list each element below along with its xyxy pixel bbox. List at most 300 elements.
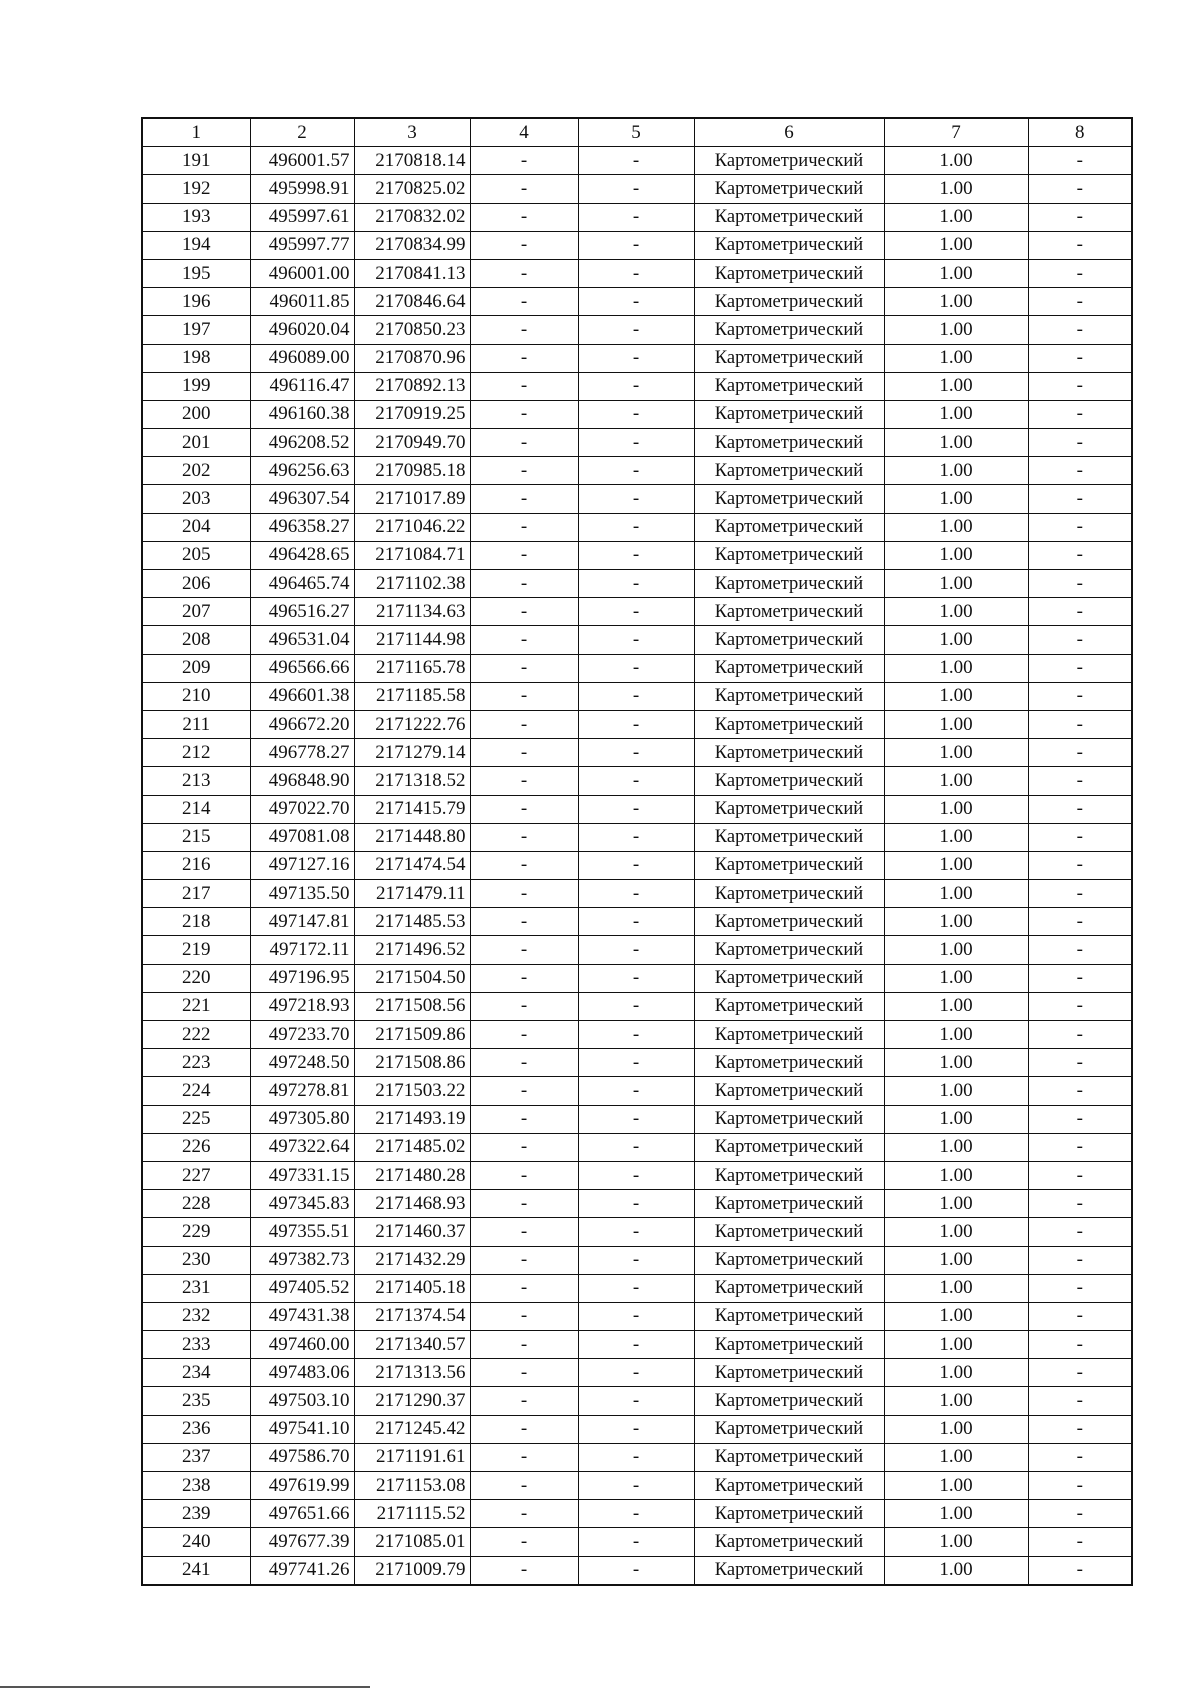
accuracy-cell: 1.00 (884, 457, 1028, 485)
x-coordinate-cell: 497218.93 (250, 992, 354, 1020)
column-5-cell: - (578, 175, 694, 203)
method-cell: Картометрический (694, 1500, 884, 1528)
x-coordinate-cell: 497081.08 (250, 823, 354, 851)
column-8-cell: - (1028, 485, 1132, 513)
x-coordinate-cell: 497586.70 (250, 1443, 354, 1471)
x-coordinate-cell: 496020.04 (250, 316, 354, 344)
y-coordinate-cell: 2171468.93 (354, 1190, 470, 1218)
column-8-cell: - (1028, 1049, 1132, 1077)
y-coordinate-cell: 2170825.02 (354, 175, 470, 203)
column-4-cell: - (470, 1274, 578, 1302)
y-coordinate-cell: 2171503.22 (354, 1077, 470, 1105)
column-4-cell: - (470, 1246, 578, 1274)
method-cell: Картометрический (694, 485, 884, 513)
method-cell: Картометрический (694, 147, 884, 175)
point-number-cell: 224 (142, 1077, 250, 1105)
table-row (142, 203, 1132, 231)
column-5-cell: - (578, 795, 694, 823)
table-row (142, 823, 1132, 851)
y-coordinate-cell: 2171508.86 (354, 1049, 470, 1077)
point-number-cell: 231 (142, 1274, 250, 1302)
accuracy-cell: 1.00 (884, 400, 1028, 428)
accuracy-cell: 1.00 (884, 288, 1028, 316)
method-cell: Картометрический (694, 1556, 884, 1585)
table-row (142, 1077, 1132, 1105)
point-number-cell: 225 (142, 1105, 250, 1133)
x-coordinate-cell: 497147.81 (250, 908, 354, 936)
column-4-cell: - (470, 344, 578, 372)
method-cell: Картометрический (694, 457, 884, 485)
x-coordinate-cell: 497619.99 (250, 1472, 354, 1500)
column-4-cell: - (470, 1077, 578, 1105)
table-row (142, 541, 1132, 569)
column-8-cell: - (1028, 457, 1132, 485)
y-coordinate-cell: 2171485.53 (354, 908, 470, 936)
column-4-cell: - (470, 851, 578, 879)
column-8-cell: - (1028, 1246, 1132, 1274)
x-coordinate-cell: 496011.85 (250, 288, 354, 316)
column-5-cell: - (578, 1443, 694, 1471)
column-8-cell: - (1028, 1387, 1132, 1415)
table-row (142, 626, 1132, 654)
y-coordinate-cell: 2171134.63 (354, 598, 470, 626)
column-5-cell: - (578, 1528, 694, 1556)
y-coordinate-cell: 2170834.99 (354, 231, 470, 259)
table-row (142, 457, 1132, 485)
column-4-cell: - (470, 1302, 578, 1330)
point-number-cell: 239 (142, 1500, 250, 1528)
y-coordinate-cell: 2171009.79 (354, 1556, 470, 1585)
column-5-cell: - (578, 992, 694, 1020)
accuracy-cell: 1.00 (884, 964, 1028, 992)
table-row (142, 1500, 1132, 1528)
accuracy-cell: 1.00 (884, 795, 1028, 823)
x-coordinate-cell: 497345.83 (250, 1190, 354, 1218)
column-8-cell: - (1028, 1472, 1132, 1500)
column-4-cell: - (470, 598, 578, 626)
column-5-cell: - (578, 372, 694, 400)
x-coordinate-cell: 496208.52 (250, 429, 354, 457)
y-coordinate-cell: 2171085.01 (354, 1528, 470, 1556)
x-coordinate-cell: 495997.77 (250, 231, 354, 259)
method-cell: Картометрический (694, 1528, 884, 1556)
y-coordinate-cell: 2171504.50 (354, 964, 470, 992)
x-coordinate-cell: 497651.66 (250, 1500, 354, 1528)
x-coordinate-cell: 497196.95 (250, 964, 354, 992)
column-5-cell: - (578, 1049, 694, 1077)
point-number-cell: 226 (142, 1133, 250, 1161)
point-number-cell: 232 (142, 1302, 250, 1330)
point-number-cell: 235 (142, 1387, 250, 1415)
column-8-cell: - (1028, 795, 1132, 823)
y-coordinate-cell: 2171191.61 (354, 1443, 470, 1471)
y-coordinate-cell: 2171279.14 (354, 739, 470, 767)
method-cell: Картометрический (694, 259, 884, 287)
point-number-cell: 197 (142, 316, 250, 344)
point-number-cell: 193 (142, 203, 250, 231)
method-cell: Картометрический (694, 880, 884, 908)
column-4-cell: - (470, 795, 578, 823)
method-cell: Картометрический (694, 851, 884, 879)
column-8-cell: - (1028, 570, 1132, 598)
y-coordinate-cell: 2170832.02 (354, 203, 470, 231)
column-5-cell: - (578, 1077, 694, 1105)
column-4-cell: - (470, 1387, 578, 1415)
column-4-cell: - (470, 1049, 578, 1077)
column-8-cell: - (1028, 541, 1132, 569)
table-row (142, 1049, 1132, 1077)
y-coordinate-cell: 2170985.18 (354, 457, 470, 485)
y-coordinate-cell: 2171432.29 (354, 1246, 470, 1274)
column-4-cell: - (470, 570, 578, 598)
table-row (142, 1218, 1132, 1246)
y-coordinate-cell: 2171313.56 (354, 1359, 470, 1387)
point-number-cell: 203 (142, 485, 250, 513)
column-5-cell: - (578, 1500, 694, 1528)
column-5-cell: - (578, 344, 694, 372)
y-coordinate-cell: 2171496.52 (354, 936, 470, 964)
column-8-cell: - (1028, 259, 1132, 287)
method-cell: Картометрический (694, 1021, 884, 1049)
column-8-cell: - (1028, 880, 1132, 908)
x-coordinate-cell: 496848.90 (250, 767, 354, 795)
y-coordinate-cell: 2171509.86 (354, 1021, 470, 1049)
x-coordinate-cell: 496566.66 (250, 654, 354, 682)
column-8-cell: - (1028, 1415, 1132, 1443)
method-cell: Картометрический (694, 682, 884, 710)
point-number-cell: 216 (142, 851, 250, 879)
column-8-cell: - (1028, 654, 1132, 682)
method-cell: Картометрический (694, 1218, 884, 1246)
table-row (142, 1331, 1132, 1359)
table-row (142, 175, 1132, 203)
column-8-cell: - (1028, 400, 1132, 428)
method-cell: Картометрический (694, 1387, 884, 1415)
accuracy-cell: 1.00 (884, 1500, 1028, 1528)
table-row (142, 992, 1132, 1020)
table-row (142, 1528, 1132, 1556)
method-cell: Картометрический (694, 1077, 884, 1105)
table-row (142, 1133, 1132, 1161)
accuracy-cell: 1.00 (884, 231, 1028, 259)
method-cell: Картометрический (694, 936, 884, 964)
column-5-cell: - (578, 1190, 694, 1218)
column-5-cell: - (578, 682, 694, 710)
column-5-cell: - (578, 457, 694, 485)
point-number-cell: 215 (142, 823, 250, 851)
table-row (142, 231, 1132, 259)
point-number-cell: 191 (142, 147, 250, 175)
y-coordinate-cell: 2170850.23 (354, 316, 470, 344)
column-5-cell: - (578, 1556, 694, 1585)
y-coordinate-cell: 2171102.38 (354, 570, 470, 598)
table-body (142, 147, 1132, 1585)
accuracy-cell: 1.00 (884, 598, 1028, 626)
accuracy-cell: 1.00 (884, 1021, 1028, 1049)
column-5-cell: - (578, 1105, 694, 1133)
x-coordinate-cell: 497331.15 (250, 1161, 354, 1189)
column-4-cell: - (470, 710, 578, 738)
column-8-cell: - (1028, 1443, 1132, 1471)
column-4-cell: - (470, 1161, 578, 1189)
accuracy-cell: 1.00 (884, 1443, 1028, 1471)
x-coordinate-cell: 496531.04 (250, 626, 354, 654)
table-row (142, 1443, 1132, 1471)
column-8-cell: - (1028, 964, 1132, 992)
point-number-cell: 210 (142, 682, 250, 710)
x-coordinate-cell: 496465.74 (250, 570, 354, 598)
column-header: 8 (1028, 118, 1132, 147)
method-cell: Картометрический (694, 175, 884, 203)
accuracy-cell: 1.00 (884, 203, 1028, 231)
coordinates-table (141, 117, 1133, 1586)
y-coordinate-cell: 2171084.71 (354, 541, 470, 569)
y-coordinate-cell: 2171153.08 (354, 1472, 470, 1500)
column-8-cell: - (1028, 823, 1132, 851)
point-number-cell: 194 (142, 231, 250, 259)
column-4-cell: - (470, 513, 578, 541)
y-coordinate-cell: 2171415.79 (354, 795, 470, 823)
accuracy-cell: 1.00 (884, 654, 1028, 682)
table-row (142, 147, 1132, 175)
point-number-cell: 236 (142, 1415, 250, 1443)
column-5-cell: - (578, 1415, 694, 1443)
column-4-cell: - (470, 1472, 578, 1500)
x-coordinate-cell: 497022.70 (250, 795, 354, 823)
column-8-cell: - (1028, 1302, 1132, 1330)
column-8-cell: - (1028, 682, 1132, 710)
column-4-cell: - (470, 231, 578, 259)
point-number-cell: 240 (142, 1528, 250, 1556)
column-5-cell: - (578, 513, 694, 541)
x-coordinate-cell: 496256.63 (250, 457, 354, 485)
column-5-cell: - (578, 1161, 694, 1189)
x-coordinate-cell: 497483.06 (250, 1359, 354, 1387)
y-coordinate-cell: 2171493.19 (354, 1105, 470, 1133)
method-cell: Картометрический (694, 710, 884, 738)
column-5-cell: - (578, 259, 694, 287)
column-5-cell: - (578, 851, 694, 879)
column-5-cell: - (578, 654, 694, 682)
table-row (142, 1387, 1132, 1415)
accuracy-cell: 1.00 (884, 1556, 1028, 1585)
table-row (142, 1274, 1132, 1302)
column-8-cell: - (1028, 710, 1132, 738)
table-row (142, 908, 1132, 936)
y-coordinate-cell: 2171474.54 (354, 851, 470, 879)
point-number-cell: 217 (142, 880, 250, 908)
accuracy-cell: 1.00 (884, 1302, 1028, 1330)
column-5-cell: - (578, 880, 694, 908)
accuracy-cell: 1.00 (884, 1359, 1028, 1387)
column-5-cell: - (578, 1218, 694, 1246)
table-row (142, 259, 1132, 287)
column-4-cell: - (470, 485, 578, 513)
x-coordinate-cell: 496116.47 (250, 372, 354, 400)
x-coordinate-cell: 497135.50 (250, 880, 354, 908)
accuracy-cell: 1.00 (884, 316, 1028, 344)
x-coordinate-cell: 495998.91 (250, 175, 354, 203)
x-coordinate-cell: 497305.80 (250, 1105, 354, 1133)
point-number-cell: 218 (142, 908, 250, 936)
point-number-cell: 214 (142, 795, 250, 823)
accuracy-cell: 1.00 (884, 372, 1028, 400)
x-coordinate-cell: 496672.20 (250, 710, 354, 738)
column-4-cell: - (470, 964, 578, 992)
x-coordinate-cell: 497278.81 (250, 1077, 354, 1105)
column-8-cell: - (1028, 288, 1132, 316)
column-8-cell: - (1028, 626, 1132, 654)
point-number-cell: 192 (142, 175, 250, 203)
column-8-cell: - (1028, 513, 1132, 541)
method-cell: Картометрический (694, 1302, 884, 1330)
column-5-cell: - (578, 823, 694, 851)
x-coordinate-cell: 496307.54 (250, 485, 354, 513)
method-cell: Картометрический (694, 739, 884, 767)
column-4-cell: - (470, 880, 578, 908)
column-5-cell: - (578, 964, 694, 992)
table-row (142, 795, 1132, 823)
point-number-cell: 200 (142, 400, 250, 428)
column-8-cell: - (1028, 1161, 1132, 1189)
accuracy-cell: 1.00 (884, 936, 1028, 964)
y-coordinate-cell: 2170846.64 (354, 288, 470, 316)
method-cell: Картометрический (694, 429, 884, 457)
method-cell: Картометрический (694, 964, 884, 992)
column-8-cell: - (1028, 1021, 1132, 1049)
column-4-cell: - (470, 682, 578, 710)
table-row (142, 682, 1132, 710)
column-8-cell: - (1028, 1331, 1132, 1359)
y-coordinate-cell: 2171405.18 (354, 1274, 470, 1302)
x-coordinate-cell: 497322.64 (250, 1133, 354, 1161)
column-8-cell: - (1028, 429, 1132, 457)
method-cell: Картометрический (694, 654, 884, 682)
accuracy-cell: 1.00 (884, 1190, 1028, 1218)
accuracy-cell: 1.00 (884, 1105, 1028, 1133)
table-row (142, 288, 1132, 316)
column-8-cell: - (1028, 936, 1132, 964)
y-coordinate-cell: 2171165.78 (354, 654, 470, 682)
column-4-cell: - (470, 767, 578, 795)
column-4-cell: - (470, 175, 578, 203)
accuracy-cell: 1.00 (884, 1246, 1028, 1274)
column-4-cell: - (470, 908, 578, 936)
x-coordinate-cell: 497503.10 (250, 1387, 354, 1415)
x-coordinate-cell: 497405.52 (250, 1274, 354, 1302)
column-4-cell: - (470, 1528, 578, 1556)
accuracy-cell: 1.00 (884, 541, 1028, 569)
accuracy-cell: 1.00 (884, 1049, 1028, 1077)
column-8-cell: - (1028, 147, 1132, 175)
table-row (142, 1556, 1132, 1585)
accuracy-cell: 1.00 (884, 175, 1028, 203)
column-8-cell: - (1028, 1133, 1132, 1161)
point-number-cell: 219 (142, 936, 250, 964)
method-cell: Картометрический (694, 1443, 884, 1471)
accuracy-cell: 1.00 (884, 992, 1028, 1020)
point-number-cell: 228 (142, 1190, 250, 1218)
method-cell: Картометрический (694, 767, 884, 795)
x-coordinate-cell: 497382.73 (250, 1246, 354, 1274)
column-5-cell: - (578, 1133, 694, 1161)
column-4-cell: - (470, 1556, 578, 1585)
column-4-cell: - (470, 1133, 578, 1161)
column-5-cell: - (578, 231, 694, 259)
method-cell: Картометрический (694, 1274, 884, 1302)
x-coordinate-cell: 496089.00 (250, 344, 354, 372)
y-coordinate-cell: 2171448.80 (354, 823, 470, 851)
y-coordinate-cell: 2171017.89 (354, 485, 470, 513)
column-8-cell: - (1028, 203, 1132, 231)
column-5-cell: - (578, 288, 694, 316)
point-number-cell: 237 (142, 1443, 250, 1471)
x-coordinate-cell: 496516.27 (250, 598, 354, 626)
accuracy-cell: 1.00 (884, 1133, 1028, 1161)
column-8-cell: - (1028, 344, 1132, 372)
method-cell: Картометрический (694, 598, 884, 626)
table-row (142, 1021, 1132, 1049)
column-4-cell: - (470, 147, 578, 175)
column-header: 5 (578, 118, 694, 147)
column-5-cell: - (578, 1021, 694, 1049)
table-row (142, 851, 1132, 879)
method-cell: Картометрический (694, 231, 884, 259)
column-8-cell: - (1028, 1077, 1132, 1105)
point-number-cell: 234 (142, 1359, 250, 1387)
method-cell: Картометрический (694, 513, 884, 541)
column-4-cell: - (470, 372, 578, 400)
point-number-cell: 213 (142, 767, 250, 795)
column-5-cell: - (578, 1246, 694, 1274)
column-8-cell: - (1028, 1190, 1132, 1218)
column-8-cell: - (1028, 739, 1132, 767)
accuracy-cell: 1.00 (884, 513, 1028, 541)
y-coordinate-cell: 2170870.96 (354, 344, 470, 372)
column-5-cell: - (578, 1472, 694, 1500)
accuracy-cell: 1.00 (884, 682, 1028, 710)
accuracy-cell: 1.00 (884, 1472, 1028, 1500)
method-cell: Картометрический (694, 400, 884, 428)
table-row (142, 1415, 1132, 1443)
point-number-cell: 211 (142, 710, 250, 738)
x-coordinate-cell: 497172.11 (250, 936, 354, 964)
point-number-cell: 229 (142, 1218, 250, 1246)
table-row (142, 598, 1132, 626)
table-row (142, 1359, 1132, 1387)
y-coordinate-cell: 2171479.11 (354, 880, 470, 908)
point-number-cell: 209 (142, 654, 250, 682)
accuracy-cell: 1.00 (884, 1077, 1028, 1105)
point-number-cell: 207 (142, 598, 250, 626)
y-coordinate-cell: 2170949.70 (354, 429, 470, 457)
x-coordinate-cell: 497248.50 (250, 1049, 354, 1077)
table-row (142, 1246, 1132, 1274)
column-5-cell: - (578, 316, 694, 344)
method-cell: Картометрический (694, 203, 884, 231)
y-coordinate-cell: 2171318.52 (354, 767, 470, 795)
column-4-cell: - (470, 626, 578, 654)
column-5-cell: - (578, 485, 694, 513)
x-coordinate-cell: 496778.27 (250, 739, 354, 767)
method-cell: Картометрический (694, 1472, 884, 1500)
column-5-cell: - (578, 1274, 694, 1302)
column-5-cell: - (578, 429, 694, 457)
column-4-cell: - (470, 1359, 578, 1387)
column-5-cell: - (578, 710, 694, 738)
column-8-cell: - (1028, 908, 1132, 936)
column-5-cell: - (578, 400, 694, 428)
